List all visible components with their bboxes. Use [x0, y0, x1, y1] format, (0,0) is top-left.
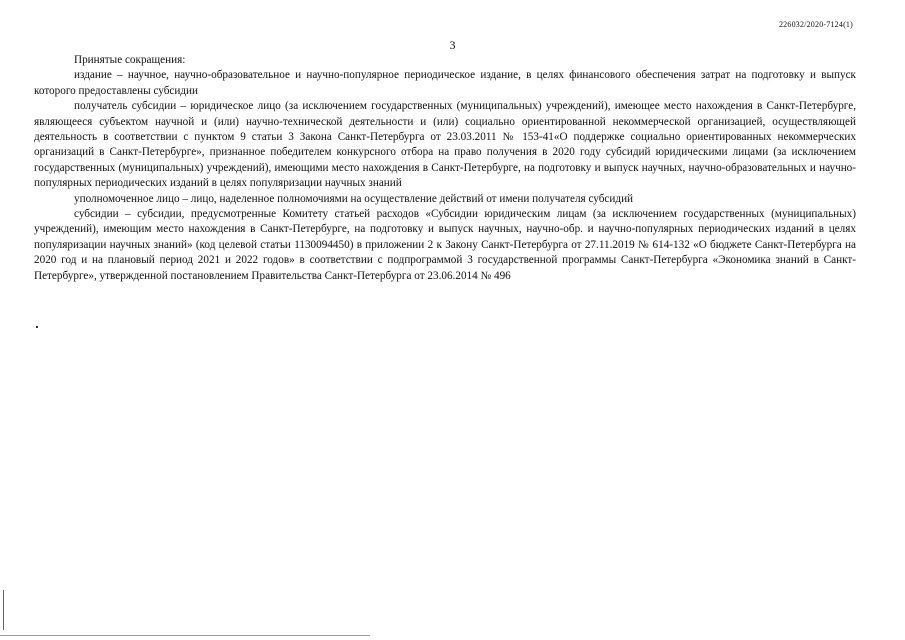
paragraph-subsidy-recipient: получатель субсидии – юридическое лицо (за исключением государственных (муниципальных) учреждений), имеющее место нахождения в Санкт-Петербурге, являющееся субъектом научной и (или) научно-технической деятельности и (или) социально ориентированной некоммерческой организацией, осуществляющей деятельность в соответствии с пунктом 9 статьи 3 Закона Санкт-Петербурга от 23.03.2011 № 153-41«О поддержке социально ориентированных некоммерческих организаций в Санкт-Петербурге», признанное победителем конкурсного отбора на право получения в 2020 году субсидий юридическими лицами (за исключением государственных (муниципальных) учреждений), имеющими место нахождения в Санкт-Петербурге, на подготовку и выпуск научных, научно-образовательных и научно-популярных периодических изданий в целях популяризации научных знаний: [34, 100, 856, 190]
paragraph-authorized-person: уполномоченное лицо – лицо, наделенное полномочиями на осуществление действий от имени получателя субсидий: [74, 192, 634, 205]
document-id: 226032/2020-7124(1): [778, 20, 853, 29]
scan-speck: [36, 326, 38, 328]
page-number: 3: [449, 38, 456, 52]
paragraph-subsidies: субсидии – субсидии, предусмотренные Комитету статьей расходов «Субсидии юридическим лицам (за исключением государственных (муниципальных) учреждений), имеющим место нахождения в Санкт-Петербурге, на подготовку и выпуск научных, научно-обр. и научно-популярных периодических изданий в целях популяризации научных знаний» (код целевой статьи 1130094450) в приложении 2 к Закону Санкт-Петербурга от 27.11.2019 № 614-132 «О бюджете Санкт-Петербурга на 2020 год и на плановый период 2021 и 2022 годов» в соответствии с подпрограммой 3 государственной программы Санкт-Петербурга «Экономика знаний в Санкт-Петербурге», утвержденной постановлением Правительства Санкт-Петербурга от 23.06.2014 № 496: [34, 208, 856, 282]
document-body: [34, 53, 856, 284]
bottom-rule: [0, 635, 370, 636]
abbreviations-heading: Принятые сокращения:: [74, 54, 186, 66]
paragraph-publication: издание – научное, научно-образовательное и научно-популярное периодическое издание, в целях финансового обеспечения затрат на подготовку и выпуск которого предоставлены субсидии: [34, 69, 856, 97]
scan-edge-mark: [3, 590, 4, 630]
